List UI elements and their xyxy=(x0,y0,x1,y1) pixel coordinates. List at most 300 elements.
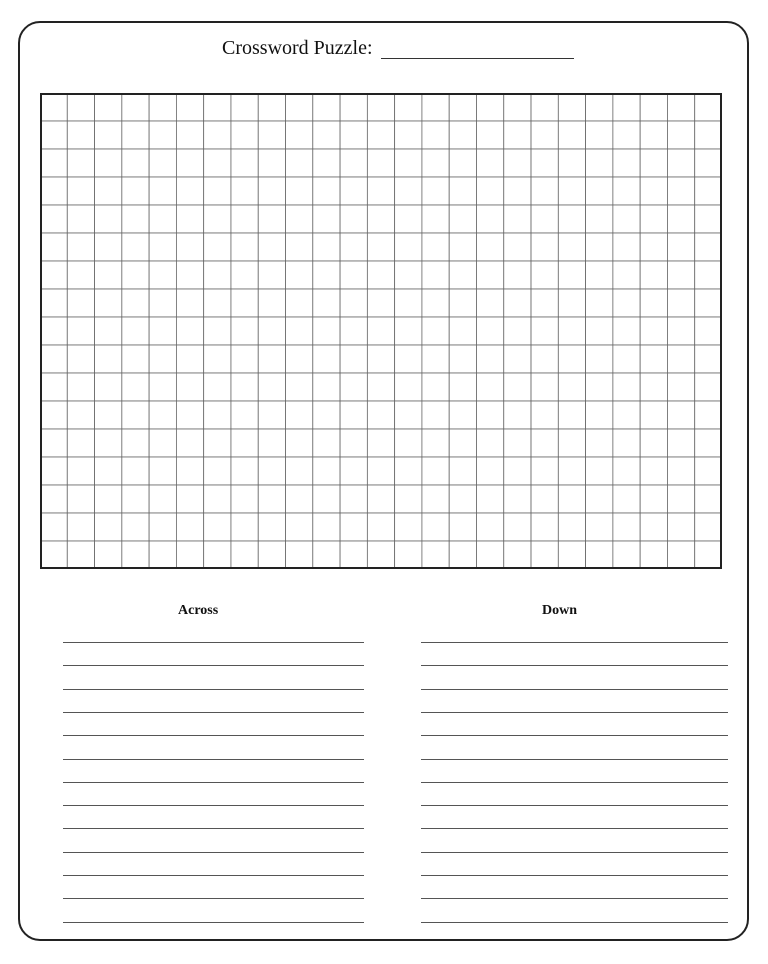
grid-cell[interactable] xyxy=(258,233,285,261)
grid-cell[interactable] xyxy=(122,401,149,429)
grid-cell[interactable] xyxy=(504,289,531,317)
grid-cell[interactable] xyxy=(231,177,258,205)
grid-cell[interactable] xyxy=(422,149,449,177)
grid-cell[interactable] xyxy=(422,541,449,569)
grid-cell[interactable] xyxy=(176,541,203,569)
grid-cell[interactable] xyxy=(176,401,203,429)
down-clue-line[interactable] xyxy=(421,665,728,666)
grid-cell[interactable] xyxy=(422,457,449,485)
grid-cell[interactable] xyxy=(204,429,231,457)
grid-cell[interactable] xyxy=(122,485,149,513)
grid-cell[interactable] xyxy=(395,513,422,541)
grid-cell[interactable] xyxy=(667,289,694,317)
grid-cell[interactable] xyxy=(695,261,722,289)
grid-cell[interactable] xyxy=(558,149,585,177)
grid-cell[interactable] xyxy=(504,541,531,569)
grid-cell[interactable] xyxy=(367,233,394,261)
grid-cell[interactable] xyxy=(667,149,694,177)
grid-cell[interactable] xyxy=(258,401,285,429)
grid-cell[interactable] xyxy=(695,233,722,261)
grid-cell[interactable] xyxy=(449,429,476,457)
grid-cell[interactable] xyxy=(476,233,503,261)
grid-cell[interactable] xyxy=(586,121,613,149)
grid-cell[interactable] xyxy=(149,345,176,373)
grid-cell[interactable] xyxy=(40,373,67,401)
grid-cell[interactable] xyxy=(422,345,449,373)
grid-cell[interactable] xyxy=(231,457,258,485)
grid-cell[interactable] xyxy=(613,541,640,569)
grid-cell[interactable] xyxy=(340,149,367,177)
grid-cell[interactable] xyxy=(422,289,449,317)
grid-cell[interactable] xyxy=(695,317,722,345)
grid-cell[interactable] xyxy=(613,121,640,149)
grid-cell[interactable] xyxy=(286,261,313,289)
grid-cell[interactable] xyxy=(667,93,694,121)
grid-cell[interactable] xyxy=(367,373,394,401)
grid-cell[interactable] xyxy=(395,289,422,317)
grid-cell[interactable] xyxy=(149,317,176,345)
grid-cell[interactable] xyxy=(395,457,422,485)
grid-cell[interactable] xyxy=(286,457,313,485)
grid-cell[interactable] xyxy=(695,121,722,149)
grid-cell[interactable] xyxy=(204,485,231,513)
grid-cell[interactable] xyxy=(204,233,231,261)
grid-cell[interactable] xyxy=(95,317,122,345)
grid-cell[interactable] xyxy=(258,485,285,513)
grid-cell[interactable] xyxy=(613,261,640,289)
grid-cell[interactable] xyxy=(95,205,122,233)
grid-cell[interactable] xyxy=(176,177,203,205)
grid-cell[interactable] xyxy=(367,205,394,233)
grid-cell[interactable] xyxy=(695,429,722,457)
grid-cell[interactable] xyxy=(95,233,122,261)
grid-cell[interactable] xyxy=(95,541,122,569)
across-clue-line[interactable] xyxy=(63,735,364,736)
grid-cell[interactable] xyxy=(640,457,667,485)
grid-cell[interactable] xyxy=(340,261,367,289)
grid-cell[interactable] xyxy=(340,121,367,149)
grid-cell[interactable] xyxy=(667,401,694,429)
grid-cell[interactable] xyxy=(176,149,203,177)
grid-cell[interactable] xyxy=(40,345,67,373)
grid-cell[interactable] xyxy=(667,485,694,513)
grid-cell[interactable] xyxy=(640,541,667,569)
grid-cell[interactable] xyxy=(367,261,394,289)
grid-cell[interactable] xyxy=(313,345,340,373)
grid-cell[interactable] xyxy=(149,457,176,485)
grid-cell[interactable] xyxy=(504,429,531,457)
grid-cell[interactable] xyxy=(340,93,367,121)
grid-cell[interactable] xyxy=(258,513,285,541)
grid-cell[interactable] xyxy=(67,205,94,233)
across-clue-line[interactable] xyxy=(63,852,364,853)
grid-cell[interactable] xyxy=(340,373,367,401)
grid-cell[interactable] xyxy=(67,233,94,261)
grid-cell[interactable] xyxy=(313,205,340,233)
across-clue-line[interactable] xyxy=(63,689,364,690)
across-clue-line[interactable] xyxy=(63,642,364,643)
grid-cell[interactable] xyxy=(149,261,176,289)
grid-cell[interactable] xyxy=(476,401,503,429)
grid-cell[interactable] xyxy=(122,261,149,289)
grid-cell[interactable] xyxy=(667,121,694,149)
grid-cell[interactable] xyxy=(204,93,231,121)
grid-cell[interactable] xyxy=(449,541,476,569)
grid-cell[interactable] xyxy=(531,261,558,289)
down-clue-line[interactable] xyxy=(421,712,728,713)
grid-cell[interactable] xyxy=(67,457,94,485)
grid-cell[interactable] xyxy=(204,401,231,429)
grid-cell[interactable] xyxy=(395,345,422,373)
grid-cell[interactable] xyxy=(504,345,531,373)
grid-cell[interactable] xyxy=(367,177,394,205)
grid-cell[interactable] xyxy=(149,485,176,513)
grid-cell[interactable] xyxy=(67,177,94,205)
grid-cell[interactable] xyxy=(640,513,667,541)
grid-cell[interactable] xyxy=(640,233,667,261)
grid-cell[interactable] xyxy=(395,429,422,457)
grid-cell[interactable] xyxy=(122,373,149,401)
grid-cell[interactable] xyxy=(95,261,122,289)
grid-cell[interactable] xyxy=(258,93,285,121)
grid-cell[interactable] xyxy=(313,457,340,485)
grid-cell[interactable] xyxy=(422,261,449,289)
grid-cell[interactable] xyxy=(149,121,176,149)
grid-cell[interactable] xyxy=(667,513,694,541)
grid-cell[interactable] xyxy=(558,233,585,261)
grid-cell[interactable] xyxy=(176,121,203,149)
grid-cell[interactable] xyxy=(395,205,422,233)
grid-cell[interactable] xyxy=(395,317,422,345)
grid-cell[interactable] xyxy=(558,121,585,149)
grid-cell[interactable] xyxy=(122,177,149,205)
grid-cell[interactable] xyxy=(640,177,667,205)
grid-cell[interactable] xyxy=(40,485,67,513)
across-clue-line[interactable] xyxy=(63,759,364,760)
grid-cell[interactable] xyxy=(640,261,667,289)
grid-cell[interactable] xyxy=(340,485,367,513)
grid-cell[interactable] xyxy=(286,513,313,541)
grid-cell[interactable] xyxy=(176,205,203,233)
grid-cell[interactable] xyxy=(531,345,558,373)
grid-cell[interactable] xyxy=(204,541,231,569)
grid-cell[interactable] xyxy=(340,317,367,345)
grid-cell[interactable] xyxy=(258,289,285,317)
grid-cell[interactable] xyxy=(313,233,340,261)
across-clue-line[interactable] xyxy=(63,805,364,806)
grid-cell[interactable] xyxy=(586,289,613,317)
grid-cell[interactable] xyxy=(258,205,285,233)
grid-cell[interactable] xyxy=(640,317,667,345)
grid-cell[interactable] xyxy=(531,485,558,513)
grid-cell[interactable] xyxy=(176,457,203,485)
grid-cell[interactable] xyxy=(149,177,176,205)
grid-cell[interactable] xyxy=(176,513,203,541)
grid-cell[interactable] xyxy=(422,401,449,429)
grid-cell[interactable] xyxy=(67,261,94,289)
grid-cell[interactable] xyxy=(558,177,585,205)
grid-cell[interactable] xyxy=(476,513,503,541)
grid-cell[interactable] xyxy=(695,289,722,317)
grid-cell[interactable] xyxy=(231,205,258,233)
grid-cell[interactable] xyxy=(67,149,94,177)
grid-cell[interactable] xyxy=(586,429,613,457)
grid-cell[interactable] xyxy=(422,317,449,345)
grid-cell[interactable] xyxy=(695,205,722,233)
grid-cell[interactable] xyxy=(40,457,67,485)
grid-cell[interactable] xyxy=(449,205,476,233)
grid-cell[interactable] xyxy=(531,177,558,205)
grid-cell[interactable] xyxy=(422,93,449,121)
grid-cell[interactable] xyxy=(231,541,258,569)
grid-cell[interactable] xyxy=(531,429,558,457)
grid-cell[interactable] xyxy=(367,317,394,345)
grid-cell[interactable] xyxy=(504,121,531,149)
grid-cell[interactable] xyxy=(531,457,558,485)
grid-cell[interactable] xyxy=(176,373,203,401)
grid-cell[interactable] xyxy=(695,485,722,513)
grid-cell[interactable] xyxy=(340,429,367,457)
grid-cell[interactable] xyxy=(286,289,313,317)
grid-cell[interactable] xyxy=(640,205,667,233)
grid-cell[interactable] xyxy=(286,401,313,429)
grid-cell[interactable] xyxy=(340,205,367,233)
grid-cell[interactable] xyxy=(340,177,367,205)
grid-cell[interactable] xyxy=(67,429,94,457)
grid-cell[interactable] xyxy=(667,233,694,261)
grid-cell[interactable] xyxy=(40,93,67,121)
grid-cell[interactable] xyxy=(313,93,340,121)
grid-cell[interactable] xyxy=(504,485,531,513)
grid-cell[interactable] xyxy=(95,485,122,513)
grid-cell[interactable] xyxy=(313,177,340,205)
grid-cell[interactable] xyxy=(695,345,722,373)
grid-cell[interactable] xyxy=(558,485,585,513)
down-clue-line[interactable] xyxy=(421,642,728,643)
down-clue-line[interactable] xyxy=(421,689,728,690)
grid-cell[interactable] xyxy=(258,177,285,205)
grid-cell[interactable] xyxy=(531,93,558,121)
grid-cell[interactable] xyxy=(449,121,476,149)
grid-cell[interactable] xyxy=(258,429,285,457)
grid-cell[interactable] xyxy=(586,457,613,485)
grid-cell[interactable] xyxy=(313,513,340,541)
grid-cell[interactable] xyxy=(204,317,231,345)
grid-cell[interactable] xyxy=(340,233,367,261)
down-clue-line[interactable] xyxy=(421,735,728,736)
grid-cell[interactable] xyxy=(613,205,640,233)
grid-cell[interactable] xyxy=(531,205,558,233)
grid-cell[interactable] xyxy=(695,149,722,177)
grid-cell[interactable] xyxy=(313,401,340,429)
grid-cell[interactable] xyxy=(640,429,667,457)
grid-cell[interactable] xyxy=(422,513,449,541)
grid-cell[interactable] xyxy=(340,457,367,485)
grid-cell[interactable] xyxy=(286,429,313,457)
across-clue-line[interactable] xyxy=(63,828,364,829)
across-clue-line[interactable] xyxy=(63,782,364,783)
grid-cell[interactable] xyxy=(667,261,694,289)
grid-cell[interactable] xyxy=(586,541,613,569)
grid-cell[interactable] xyxy=(258,121,285,149)
grid-cell[interactable] xyxy=(476,541,503,569)
grid-cell[interactable] xyxy=(531,121,558,149)
grid-cell[interactable] xyxy=(667,373,694,401)
grid-cell[interactable] xyxy=(367,149,394,177)
grid-cell[interactable] xyxy=(40,429,67,457)
grid-cell[interactable] xyxy=(67,289,94,317)
grid-cell[interactable] xyxy=(95,373,122,401)
grid-cell[interactable] xyxy=(340,289,367,317)
grid-cell[interactable] xyxy=(122,541,149,569)
grid-cell[interactable] xyxy=(449,485,476,513)
grid-cell[interactable] xyxy=(586,261,613,289)
grid-cell[interactable] xyxy=(504,317,531,345)
grid-cell[interactable] xyxy=(95,93,122,121)
grid-cell[interactable] xyxy=(40,121,67,149)
grid-cell[interactable] xyxy=(204,513,231,541)
down-clue-line[interactable] xyxy=(421,875,728,876)
grid-cell[interactable] xyxy=(176,317,203,345)
grid-cell[interactable] xyxy=(40,541,67,569)
grid-cell[interactable] xyxy=(258,149,285,177)
grid-cell[interactable] xyxy=(67,541,94,569)
grid-cell[interactable] xyxy=(258,373,285,401)
grid-cell[interactable] xyxy=(95,177,122,205)
grid-cell[interactable] xyxy=(395,233,422,261)
grid-cell[interactable] xyxy=(695,93,722,121)
grid-cell[interactable] xyxy=(613,149,640,177)
grid-cell[interactable] xyxy=(667,345,694,373)
grid-cell[interactable] xyxy=(40,205,67,233)
grid-cell[interactable] xyxy=(149,205,176,233)
grid-cell[interactable] xyxy=(313,485,340,513)
grid-cell[interactable] xyxy=(586,401,613,429)
grid-cell[interactable] xyxy=(558,205,585,233)
grid-cell[interactable] xyxy=(286,345,313,373)
grid-cell[interactable] xyxy=(313,149,340,177)
grid-cell[interactable] xyxy=(449,345,476,373)
grid-cell[interactable] xyxy=(449,261,476,289)
grid-cell[interactable] xyxy=(95,345,122,373)
grid-cell[interactable] xyxy=(231,345,258,373)
across-clue-line[interactable] xyxy=(63,898,364,899)
grid-cell[interactable] xyxy=(640,289,667,317)
grid-cell[interactable] xyxy=(313,261,340,289)
grid-cell[interactable] xyxy=(231,289,258,317)
grid-cell[interactable] xyxy=(149,373,176,401)
grid-cell[interactable] xyxy=(176,485,203,513)
grid-cell[interactable] xyxy=(640,485,667,513)
grid-cell[interactable] xyxy=(340,345,367,373)
grid-cell[interactable] xyxy=(258,345,285,373)
grid-cell[interactable] xyxy=(395,373,422,401)
grid-cell[interactable] xyxy=(504,233,531,261)
grid-cell[interactable] xyxy=(667,457,694,485)
grid-cell[interactable] xyxy=(286,485,313,513)
grid-cell[interactable] xyxy=(40,317,67,345)
grid-cell[interactable] xyxy=(231,401,258,429)
grid-cell[interactable] xyxy=(67,513,94,541)
grid-cell[interactable] xyxy=(449,177,476,205)
grid-cell[interactable] xyxy=(204,261,231,289)
grid-cell[interactable] xyxy=(476,121,503,149)
grid-cell[interactable] xyxy=(67,317,94,345)
grid-cell[interactable] xyxy=(231,261,258,289)
grid-cell[interactable] xyxy=(640,345,667,373)
grid-cell[interactable] xyxy=(613,289,640,317)
grid-cell[interactable] xyxy=(258,457,285,485)
grid-cell[interactable] xyxy=(286,205,313,233)
grid-cell[interactable] xyxy=(586,373,613,401)
grid-cell[interactable] xyxy=(558,541,585,569)
grid-cell[interactable] xyxy=(422,205,449,233)
grid-cell[interactable] xyxy=(695,457,722,485)
grid-cell[interactable] xyxy=(367,93,394,121)
grid-cell[interactable] xyxy=(558,457,585,485)
grid-cell[interactable] xyxy=(122,317,149,345)
grid-cell[interactable] xyxy=(476,261,503,289)
down-clue-line[interactable] xyxy=(421,759,728,760)
grid-cell[interactable] xyxy=(531,149,558,177)
grid-cell[interactable] xyxy=(95,429,122,457)
grid-cell[interactable] xyxy=(476,429,503,457)
grid-cell[interactable] xyxy=(231,233,258,261)
grid-cell[interactable] xyxy=(476,457,503,485)
grid-cell[interactable] xyxy=(395,121,422,149)
grid-cell[interactable] xyxy=(586,177,613,205)
grid-cell[interactable] xyxy=(613,485,640,513)
grid-cell[interactable] xyxy=(504,401,531,429)
grid-cell[interactable] xyxy=(122,121,149,149)
grid-cell[interactable] xyxy=(695,513,722,541)
grid-cell[interactable] xyxy=(667,317,694,345)
grid-cell[interactable] xyxy=(95,121,122,149)
grid-cell[interactable] xyxy=(40,149,67,177)
grid-cell[interactable] xyxy=(613,401,640,429)
grid-cell[interactable] xyxy=(149,289,176,317)
grid-cell[interactable] xyxy=(422,233,449,261)
grid-cell[interactable] xyxy=(476,485,503,513)
grid-cell[interactable] xyxy=(313,289,340,317)
grid-cell[interactable] xyxy=(695,541,722,569)
grid-cell[interactable] xyxy=(395,541,422,569)
grid-cell[interactable] xyxy=(122,289,149,317)
grid-cell[interactable] xyxy=(176,345,203,373)
grid-cell[interactable] xyxy=(40,233,67,261)
grid-cell[interactable] xyxy=(231,149,258,177)
grid-cell[interactable] xyxy=(176,429,203,457)
grid-cell[interactable] xyxy=(476,373,503,401)
grid-cell[interactable] xyxy=(558,317,585,345)
grid-cell[interactable] xyxy=(504,373,531,401)
grid-cell[interactable] xyxy=(286,317,313,345)
grid-cell[interactable] xyxy=(558,93,585,121)
grid-cell[interactable] xyxy=(395,149,422,177)
grid-cell[interactable] xyxy=(422,485,449,513)
down-clue-line[interactable] xyxy=(421,805,728,806)
grid-cell[interactable] xyxy=(422,429,449,457)
grid-cell[interactable] xyxy=(340,541,367,569)
grid-cell[interactable] xyxy=(395,177,422,205)
grid-cell[interactable] xyxy=(558,429,585,457)
grid-cell[interactable] xyxy=(504,177,531,205)
grid-cell[interactable] xyxy=(395,261,422,289)
grid-cell[interactable] xyxy=(286,233,313,261)
grid-cell[interactable] xyxy=(231,121,258,149)
grid-cell[interactable] xyxy=(367,457,394,485)
grid-cell[interactable] xyxy=(640,121,667,149)
